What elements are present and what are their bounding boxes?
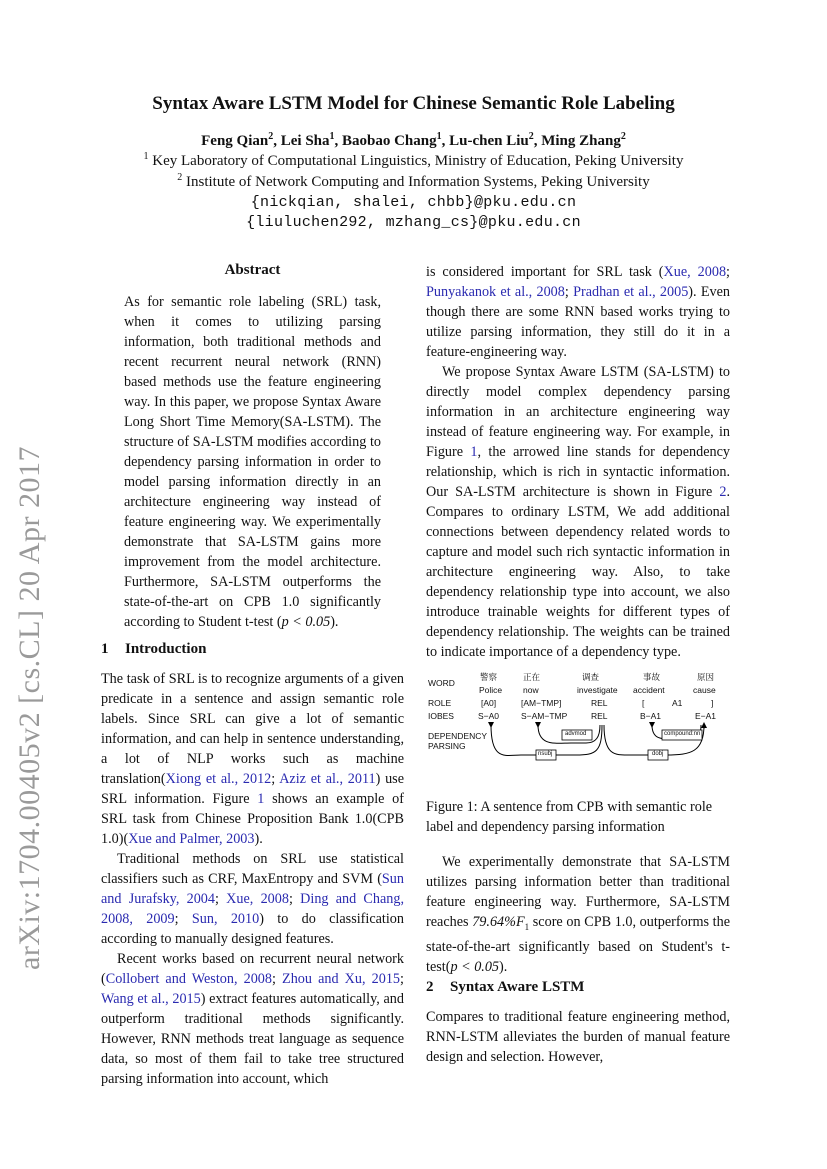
email-line-2: {liuluchen292, mzhang_cs}@pku.edu.cn bbox=[246, 214, 581, 231]
author-name: Lu-chen Liu bbox=[449, 133, 529, 149]
citation-link[interactable]: Aziz et al., 2011 bbox=[279, 771, 376, 787]
role-label: [ bbox=[642, 698, 645, 708]
role-label: [AM−TMP] bbox=[521, 698, 562, 708]
dep-label: advmod bbox=[565, 731, 587, 737]
abstract-heading: Abstract bbox=[224, 262, 281, 278]
iobes-label: REL bbox=[591, 711, 608, 721]
word-chinese: 警察 bbox=[480, 672, 498, 682]
intro-paragraph: is considered important for SRL task (Xue, 2008; Punyakanok et al., 2008; Pradhan et al., 2005). Even though there are some RNN based works trying to utilize parsing information, they still do it in a feature-engineering way. bbox=[426, 264, 730, 360]
intro-paragraph: The task of SRL is to recognize arguments of a given predicate in a sentence and assign semantic role labels. Since SRL can give a lot of semantic information, and can help in sentence understanding, a lot of NLP works such as machine translation(Xiong et al., 2012; Aziz et al., 2011) use SRL information. Figure 1 shows an example of SRL task from Chinese Proposition Bank 1.0(CPB 1.0)(Xue and Palmer, 2003). bbox=[101, 671, 405, 847]
section-heading-intro: 1 Introduction bbox=[101, 641, 207, 657]
citation-link[interactable]: Sun and Jurafsky, 2004 bbox=[101, 871, 404, 907]
author-name: Feng Qian bbox=[201, 133, 269, 149]
word-chinese: 正在 bbox=[523, 672, 541, 682]
word-english: investigate bbox=[577, 685, 618, 695]
word-chinese: 调查 bbox=[582, 672, 600, 682]
figure-1-caption: Figure 1: A sentence from CPB with semantic role label and dependency parsing information bbox=[426, 799, 713, 835]
row-label-iobes: IOBES bbox=[428, 711, 454, 721]
abstract-body: As for semantic role labeling (SRL) task, when it comes to utilizing parsing information, both traditional methods and recent recurrent neural network (RNN) based methods use the feature engineering way. In this paper, we propose Syntax Aware Long Short Time Memory(SA-LSTM). The structure of SA-LSTM modifies according to dependency parsing information in order to model parsing information directly in an architecture engineering way instead of feature engineering way. We experimentally demonstrate that SA-LSTM gains more improvement from the model architecture. Furthermore, SA-LSTM outperforms the state-of-the-art on CPB 1.0 significantly according to Student t-test (p < 0.05). bbox=[124, 294, 381, 630]
citation-link[interactable]: Sun, 2010 bbox=[191, 911, 260, 927]
dep-label: compound:nn bbox=[664, 731, 701, 737]
role-label: ] bbox=[711, 698, 714, 708]
citation-link[interactable]: Punyakanok et al., 2008 bbox=[426, 284, 565, 300]
intro-paragraph: We experimentally demonstrate that SA-LSTM utilizes parsing information better than traditional feature engineering way. Furthermore, SA-LSTM reaches $79.64\%F_1$ score on CPB 1.0, outperforms the state-of-the-art significantly based on Student's t-test(p < 0.05). bbox=[426, 854, 730, 975]
word-english: now bbox=[523, 685, 539, 695]
word-english: Police bbox=[479, 685, 503, 695]
citation-link[interactable]: Xiong et al., 2012 bbox=[165, 771, 272, 787]
paper-title: Syntax Aware LSTM Model for Chinese Semantic Role Labeling bbox=[152, 93, 675, 114]
role-label: [A0] bbox=[481, 698, 497, 708]
iobes-label: S−AM−TMP bbox=[521, 711, 568, 721]
author-name: Baobao Chang bbox=[342, 133, 437, 149]
dep-label: nsubj bbox=[538, 751, 553, 757]
email-line-1: {nickqian, shalei, chbb}@pku.edu.cn bbox=[250, 194, 577, 211]
citation-link[interactable]: Wang et al., 2015 bbox=[101, 991, 201, 1007]
role-label: REL bbox=[591, 698, 608, 708]
citation-link[interactable]: Zhou and Xu, 2015 bbox=[282, 971, 401, 987]
row-label-word: WORD bbox=[428, 678, 455, 688]
word-chinese: 事故 bbox=[643, 672, 661, 682]
intro-right-column bbox=[426, 262, 730, 662]
section2-paragraph: Compares to traditional feature engineering method, RNN-LSTM alleviates the burden of manual feature design and selection. However, bbox=[426, 1009, 730, 1065]
affiliation-2: $^2$ Institute of Network Computing and Information Systems, Peking University bbox=[177, 172, 650, 190]
intro-paragraph: Recent works based on recurrent neural network (Collobert and Weston, 2008; Zhou and Xu, 2015; Wang et al., 2015) extract features automatically, and outperform traditional methods significantly. However, RNN methods treat language as sequence data, so most of them fail to take tree structured parsing information into account, which bbox=[101, 951, 404, 1087]
citation-link[interactable]: Pradhan et al., 2005 bbox=[573, 284, 689, 300]
iobes-label: E−A1 bbox=[695, 711, 717, 721]
row-label-parsing: PARSING bbox=[428, 741, 466, 751]
citation-link[interactable]: Collobert and Weston, 2008 bbox=[105, 971, 272, 987]
intro-paragraph: Traditional methods on SRL use statistical classifiers such as CRF, MaxEntropy and SVM (Sun and Jurafsky, 2004; Xue, 2008; Ding and Chang, 2008, 2009; Sun, 2010) to do classification according to manually designed features. bbox=[101, 851, 405, 947]
intro-paragraph: We propose Syntax Aware LSTM (SA-LSTM) to directly model complex dependency parsing information in an architecture engineering way instead of feature engineering way. For example, in Figure 1, the arrowed line stands for dependency relationship, which is rich in syntactic information. Our SA-LSTM architecture is shown in Figure 2. Compares to ordinary LSTM, We add additional connections between dependency related words to capture and model such rich syntactic information in architecture engineering way. Also, to take dependency relationship type into account, we also introduce trainable weights for different types of dependency relationship. The weights can be trained to indicate importance of a dependency type. bbox=[426, 364, 730, 660]
arxiv-stamp: arXiv:1704.00405v2 [cs.CL] 20 Apr 2017 bbox=[13, 446, 46, 970]
figure-ref-link[interactable]: 1 bbox=[257, 791, 265, 807]
citation-link[interactable]: Ding and Chang, 2008, 2009 bbox=[101, 891, 405, 927]
citation-link[interactable]: Xue, 2008 bbox=[663, 264, 727, 280]
author-name: Ming Zhang bbox=[541, 133, 621, 149]
figure-1 bbox=[426, 667, 730, 785]
iobes-label: S−A0 bbox=[478, 711, 500, 721]
affiliation-1: $^1$ Key Laboratory of Computational Linguistics, Ministry of Education, Peking University bbox=[143, 151, 684, 169]
row-label-dependency: DEPENDENCY bbox=[428, 731, 488, 741]
word-english: cause bbox=[693, 685, 716, 695]
section-heading-sa-lstm: 2 Syntax Aware LSTM bbox=[426, 979, 585, 995]
word-chinese: 原因 bbox=[697, 672, 715, 682]
word-english: accident bbox=[633, 685, 665, 695]
citation-link[interactable]: Xue and Palmer, 2003 bbox=[128, 831, 255, 847]
author-list: Feng Qian$^2$, Lei Sha$^1$, Baobao Chang$^1$, Lu-chen Liu$^2$, Ming Zhang$^2$ bbox=[201, 131, 626, 149]
dep-label: dobj bbox=[652, 751, 664, 757]
row-label-role: ROLE bbox=[428, 698, 452, 708]
iobes-label: B−A1 bbox=[640, 711, 662, 721]
author-name: Lei Sha bbox=[280, 133, 330, 149]
citation-link[interactable]: Xue, 2008 bbox=[226, 891, 289, 907]
role-label: A1 bbox=[672, 698, 683, 708]
figure-ref-link[interactable]: 2 bbox=[719, 484, 727, 500]
dependency-arcs bbox=[426, 667, 730, 785]
figure-ref-link[interactable]: 1 bbox=[470, 444, 478, 460]
intro-left-column bbox=[101, 669, 404, 1089]
